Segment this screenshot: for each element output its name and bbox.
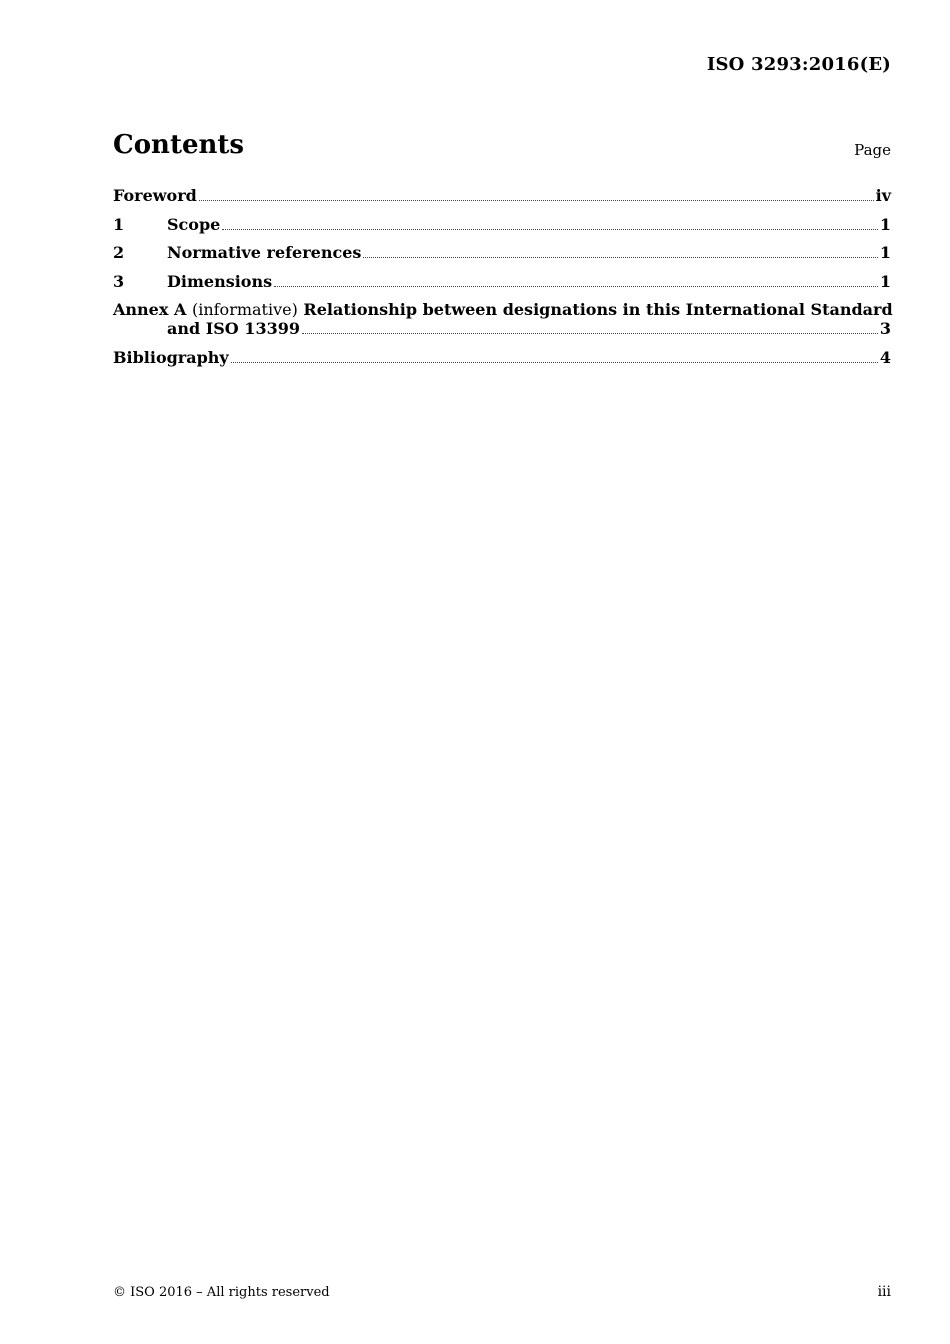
leader-dots bbox=[231, 351, 878, 363]
toc-entry-page: iv bbox=[875, 186, 891, 205]
toc-entry-foreword[interactable] bbox=[113, 186, 891, 205]
toc-entry-annex-a[interactable] bbox=[113, 300, 891, 338]
toc-entry-number: 1 bbox=[113, 214, 125, 234]
toc-entry-page: 3 bbox=[879, 319, 891, 338]
leader-dots bbox=[274, 275, 878, 287]
table-of-contents bbox=[113, 186, 891, 376]
leader-dots bbox=[363, 246, 877, 258]
toc-entry-page: 4 bbox=[879, 347, 891, 367]
toc-entry-page: 1 bbox=[879, 214, 891, 234]
toc-entry-title: Dimensions bbox=[167, 271, 273, 291]
toc-entry-title: Normative references bbox=[167, 243, 362, 262]
toc-entry-title: Bibliography bbox=[113, 347, 229, 367]
page-column-label: Page bbox=[854, 141, 891, 159]
annex-qualifier: (informative) bbox=[191, 300, 298, 319]
toc-entry-page: 1 bbox=[879, 243, 891, 262]
toc-entry-page: 1 bbox=[879, 271, 891, 291]
toc-entry-title: Foreword bbox=[113, 186, 197, 205]
page-number: iii bbox=[877, 1284, 891, 1300]
copyright-notice: © ISO 2016 – All rights reserved bbox=[113, 1285, 330, 1300]
document-id: ISO 3293:2016(E) bbox=[706, 54, 891, 75]
leader-dots bbox=[302, 322, 878, 334]
leader-dots bbox=[222, 218, 878, 230]
annex-title-line2: and ISO 13399 bbox=[167, 319, 300, 338]
toc-entry-title: Scope bbox=[167, 214, 221, 234]
annex-label: Annex A bbox=[113, 300, 187, 319]
toc-entry-scope[interactable] bbox=[113, 215, 891, 234]
annex-title-line1: Relationship between designations in this International Standard bbox=[303, 300, 893, 319]
toc-entry-number: 2 bbox=[113, 243, 125, 262]
toc-entry-bibliography[interactable] bbox=[113, 348, 891, 367]
toc-entry-dimensions[interactable] bbox=[113, 272, 891, 291]
contents-title: Contents bbox=[113, 130, 245, 160]
leader-dots bbox=[199, 189, 874, 201]
toc-entry-normative-references[interactable] bbox=[113, 243, 891, 262]
toc-entry-number: 3 bbox=[113, 271, 125, 291]
